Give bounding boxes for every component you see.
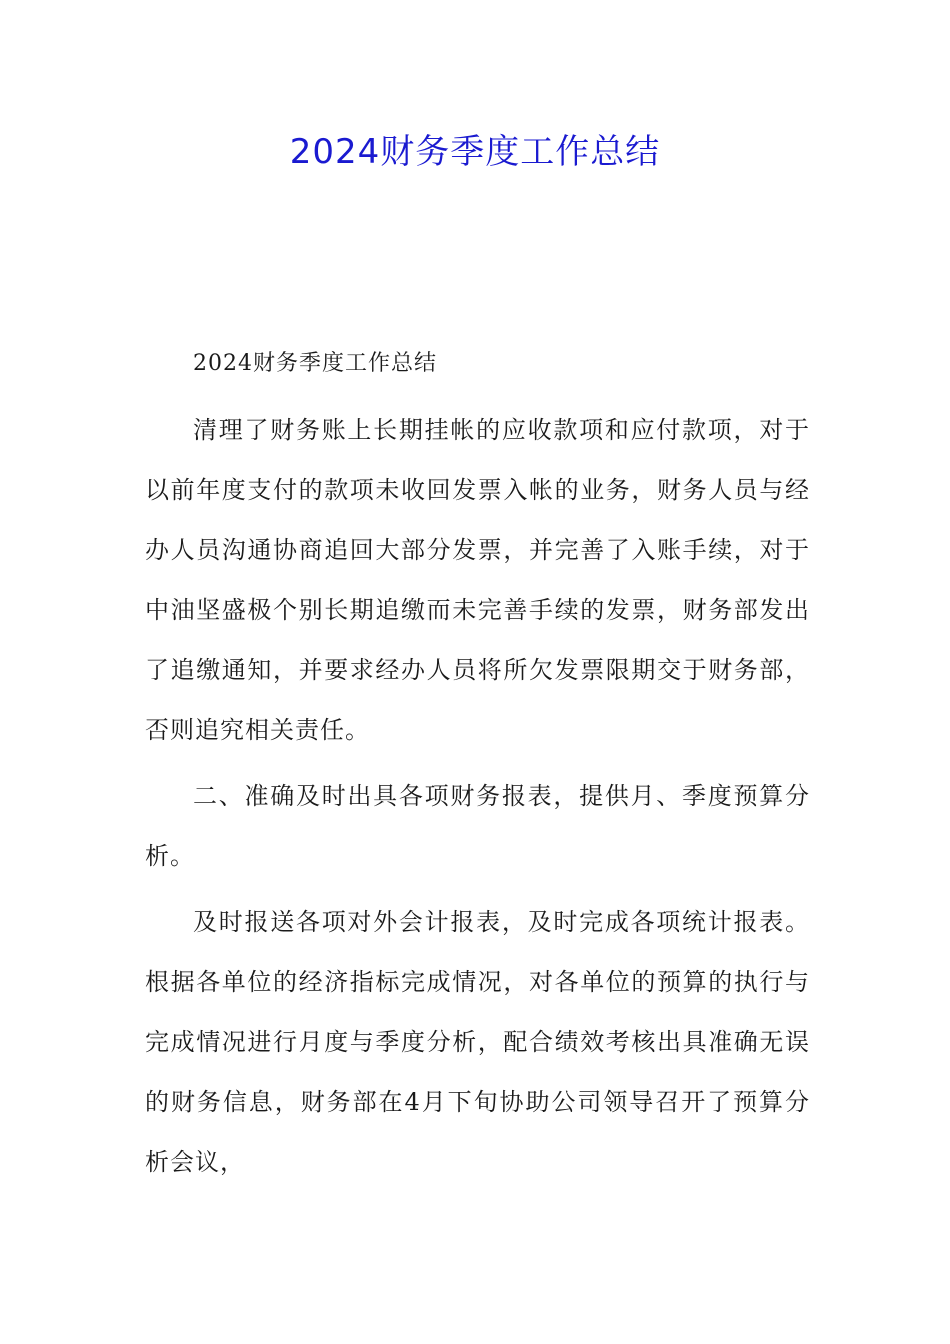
document-body [145,334,810,1198]
paragraph-1: 清理了财务账上长期挂帐的应收款项和应付款项，对于以前年度支付的款项未收回发票入帐的业务，财务人员与经办人员沟通协商追回大部分发票，并完善了入账手续，对于中油坚盛极个别长期追缴而未完善手续的发票，财务部发出了追缴通知，并要求经办人员将所欠发票限期交于财务部，否则追究相关责任。 [145,416,810,744]
document-title: 2024财务季度工作总结 [289,132,661,172]
body-heading: 2024财务季度工作总结 [193,351,437,376]
paragraph-2: 二、准确及时出具各项财务报表，提供月、季度预算分析。 [145,782,810,870]
paragraph-3: 及时报送各项对外会计报表，及时完成各项统计报表。根据各单位的经济指标完成情况，对各单位的预算的执行与完成情况进行月度与季度分析，配合绩效考核出具准确无误的财务信息，财务部在4月下旬协助公司领导召开了预算分析会议， [145,908,810,1176]
